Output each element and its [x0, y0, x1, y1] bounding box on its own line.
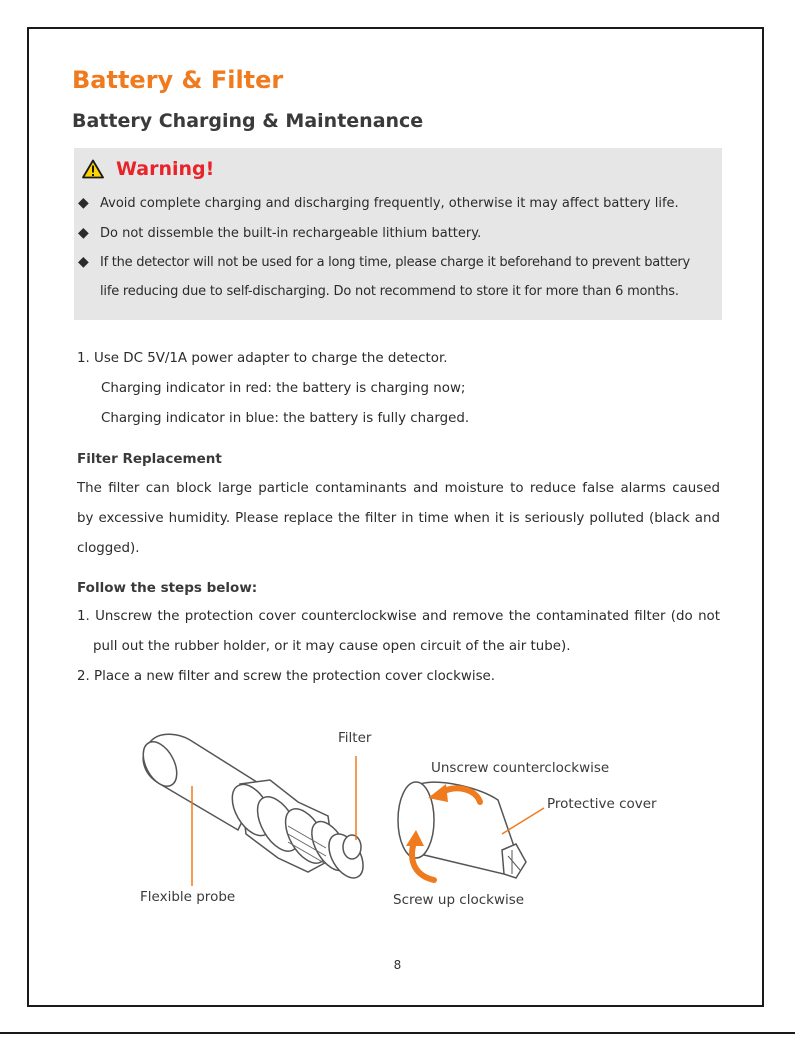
warning-item — [78, 254, 690, 270]
warning-item — [78, 195, 679, 211]
steps-heading: Follow the steps below: — [77, 580, 258, 596]
unscrew-label: Unscrew counterclockwise — [431, 760, 610, 776]
warning-item-text: Do not dissemble the built-in rechargeable lithium battery. — [100, 226, 482, 241]
page-number: 8 — [393, 958, 402, 972]
charging-indicator-red: Charging indicator in red: the battery is charging now; — [101, 381, 466, 396]
section-subtitle: Battery Charging & Maintenance — [72, 110, 424, 132]
diamond-bullet-icon: ◆ — [78, 225, 89, 241]
warning-item-continuation: life reducing due to self-discharging. Do not recommend to store it for more than 6 months. — [100, 284, 679, 299]
filter-diagram — [120, 722, 680, 918]
warning-item-text: Avoid complete charging and discharging frequently, otherwise it may affect battery life. — [100, 196, 679, 211]
warning-item — [78, 225, 481, 241]
warning-item-text: If the detector will not be used for a long time, please charge it beforehand to prevent battery — [100, 255, 690, 270]
warning-header — [82, 156, 214, 182]
diamond-bullet-icon: ◆ — [78, 254, 89, 270]
protective-cover-label: Protective cover — [547, 796, 657, 812]
warning-box — [74, 148, 722, 320]
filter-replacement-heading: Filter Replacement — [77, 451, 222, 467]
page-title: Battery & Filter — [72, 66, 284, 94]
charging-step: 1. Use DC 5V/1A power adapter to charge the detector. — [77, 351, 448, 366]
step-1: 1. Unscrew the protection cover counterclockwise and remove the contaminated filter (do not — [77, 609, 720, 624]
filter-paragraph-line: clogged). — [77, 541, 140, 556]
filter-label: Filter — [338, 730, 372, 746]
charging-indicator-blue: Charging indicator in blue: the battery is fully charged. — [101, 411, 470, 426]
step-1-continuation: pull out the rubber holder, or it may cause open circuit of the air tube). — [93, 639, 571, 654]
flexible-probe-label: Flexible probe — [140, 889, 236, 905]
step-2: 2. Place a new filter and screw the protection cover clockwise. — [77, 669, 496, 684]
bottom-rule — [0, 1032, 795, 1034]
warning-triangle-icon — [82, 159, 104, 179]
filter-paragraph-line: The filter can block large particle contaminants and moisture to reduce false alarms caused — [77, 481, 720, 496]
screw-up-label: Screw up clockwise — [393, 892, 525, 908]
diamond-bullet-icon: ◆ — [78, 195, 89, 211]
warning-title: Warning! — [116, 158, 215, 180]
filter-paragraph-line: by excessive humidity. Please replace the filter in time when it is seriously polluted (black and — [77, 511, 720, 526]
